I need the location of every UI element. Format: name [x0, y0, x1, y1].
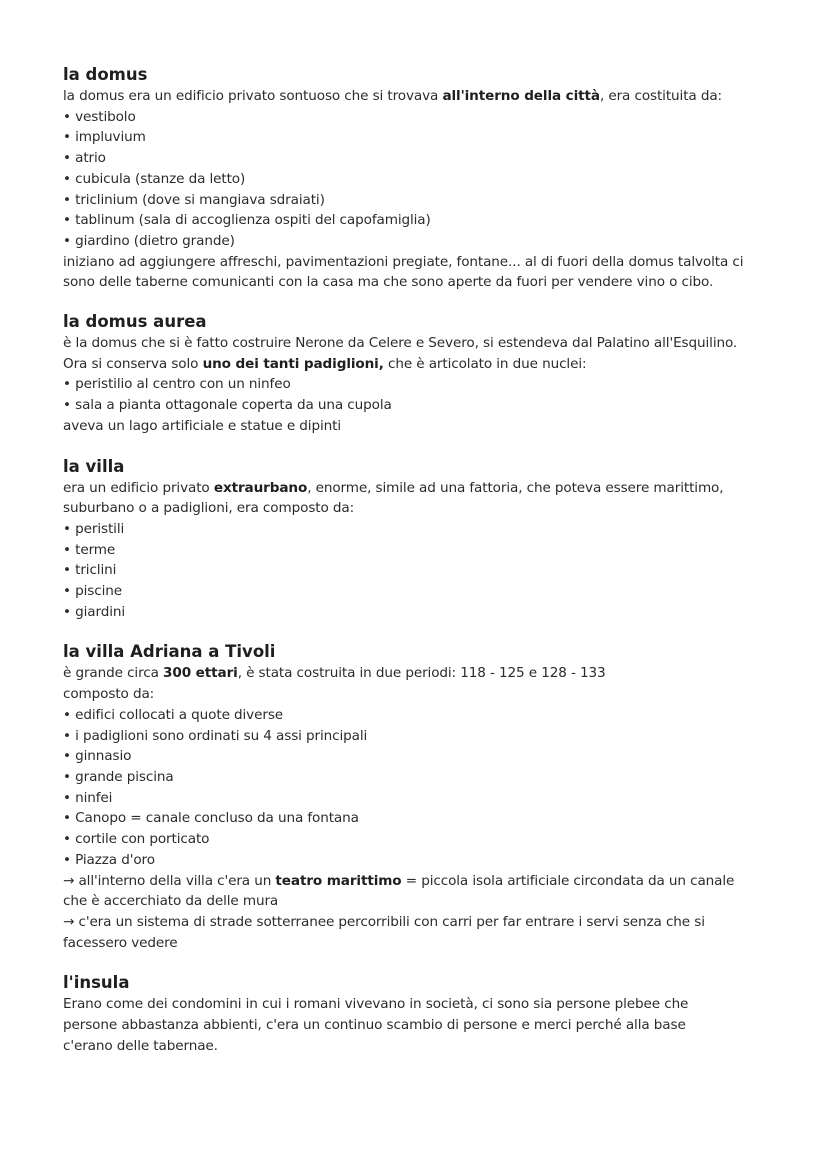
- villa-emphasis: extraurbano: [213, 479, 308, 496]
- villa-adriana-line-2: composto da:: [63, 686, 155, 703]
- list-item: • atrio: [63, 148, 775, 169]
- domus-aurea-line-2: Ora si conserva solo uno dei tanti padiglioni, che è articolato in due nuclei:: [63, 355, 587, 372]
- insula-line-2: persone abbastanza abbienti, c'era un continuo scambio di persone e merci perché alla base: [63, 1017, 686, 1034]
- list-item: • cortile con porticato: [63, 829, 775, 850]
- list-item: • vestibolo: [63, 107, 775, 128]
- list-item: • triclinium (dove si mangiava sdraiati): [63, 190, 775, 211]
- section-insula: [63, 972, 775, 1056]
- list-item: • edifici collocati a quote diverse: [63, 705, 775, 726]
- document-page: [63, 64, 775, 1076]
- list-item: • piscine: [63, 581, 775, 602]
- domus-aurea-outro: aveva un lago artificiale e statue e dipinti: [63, 417, 341, 434]
- list-item: • giardini: [63, 602, 775, 623]
- section-title-domus: la domus: [63, 65, 148, 84]
- list-item: • Canopo = canale concluso da una fontana: [63, 808, 775, 829]
- section-villa: [63, 456, 775, 623]
- domus-aurea-line-1: è la domus che si è fatto costruire Nerone da Celere e Severo, si estendeva dal Palatino all'Esquilino.: [63, 335, 738, 352]
- villa-line-2: suburbano o a padiglioni, era composto da:: [63, 500, 355, 517]
- list-item: • impluvium: [63, 127, 775, 148]
- section-title-villa: la villa: [63, 456, 125, 476]
- section-title-villa-adriana: la villa Adriana a Tivoli: [63, 642, 276, 662]
- list-item: • terme: [63, 540, 775, 561]
- villa-adriana-note-emphasis: teatro marittimo: [275, 872, 402, 889]
- villa-adriana-note-2-cont: facessero vedere: [63, 934, 178, 951]
- section-villa-adriana: [63, 641, 775, 953]
- section-domus-aurea: [63, 311, 775, 437]
- insula-line-1: Erano come dei condomini in cui i romani vivevano in società, ci sono sia persone plebee che: [63, 996, 689, 1013]
- list-item: • i padiglioni sono ordinati su 4 assi principali: [63, 726, 775, 747]
- insula-line-3: c'erano delle tabernae.: [63, 1037, 218, 1054]
- villa-line-1: era un edificio privato extraurbano, enorme, simile ad una fattoria, che poteva essere marittimo,: [63, 479, 724, 496]
- domus-aurea-emphasis: uno dei tanti padiglioni,: [202, 355, 384, 372]
- list-item: • ninfei: [63, 788, 775, 809]
- list-item: • giardino (dietro grande): [63, 231, 775, 252]
- domus-intro: la domus era un edificio privato sontuoso che si trovava all'interno della città, era costituita da:: [63, 88, 723, 104]
- list-item: • peristilio al centro con un ninfeo: [63, 374, 775, 395]
- list-item: • ginnasio: [63, 746, 775, 767]
- list-item: • tablinum (sala di accoglienza ospiti del capofamiglia): [63, 210, 775, 231]
- villa-adriana-note-1: → all'interno della villa c'era un teatro marittimo = piccola isola artificiale circondata da un canale: [63, 872, 735, 889]
- section-title-insula: l'insula: [63, 973, 130, 993]
- villa-adriana-line-1: è grande circa 300 ettari, è stata costruita in due periodi: 118 - 125 e 128 - 133: [63, 665, 606, 682]
- domus-outro-line-1: iniziano ad aggiungere affreschi, pavimentazioni pregiate, fontane... al di fuori della domus talvolta ci: [63, 253, 744, 270]
- villa-adriana-note-1-cont: che è accerchiato da delle mura: [63, 893, 279, 910]
- villa-adriana-emphasis: 300 ettari: [163, 665, 238, 682]
- list-item: • grande piscina: [63, 767, 775, 788]
- section-domus: [63, 64, 775, 293]
- list-item: • cubicula (stanze da letto): [63, 169, 775, 190]
- domus-intro-emphasis: all'interno della città: [442, 88, 600, 104]
- list-item: • triclini: [63, 560, 775, 581]
- villa-adriana-note-2: → c'era un sistema di strade sotterranee percorribili con carri per far entrare i servi senza che si: [63, 913, 705, 930]
- section-title-domus-aurea: la domus aurea: [63, 312, 207, 332]
- list-item: • peristili: [63, 519, 775, 540]
- list-item: • sala a pianta ottagonale coperta da una cupola: [63, 395, 775, 416]
- list-item: • Piazza d'oro: [63, 850, 775, 871]
- domus-outro-line-2: sono delle taberne comunicanti con la casa ma che sono aperte da fuori per vendere vino o cibo.: [63, 274, 714, 291]
